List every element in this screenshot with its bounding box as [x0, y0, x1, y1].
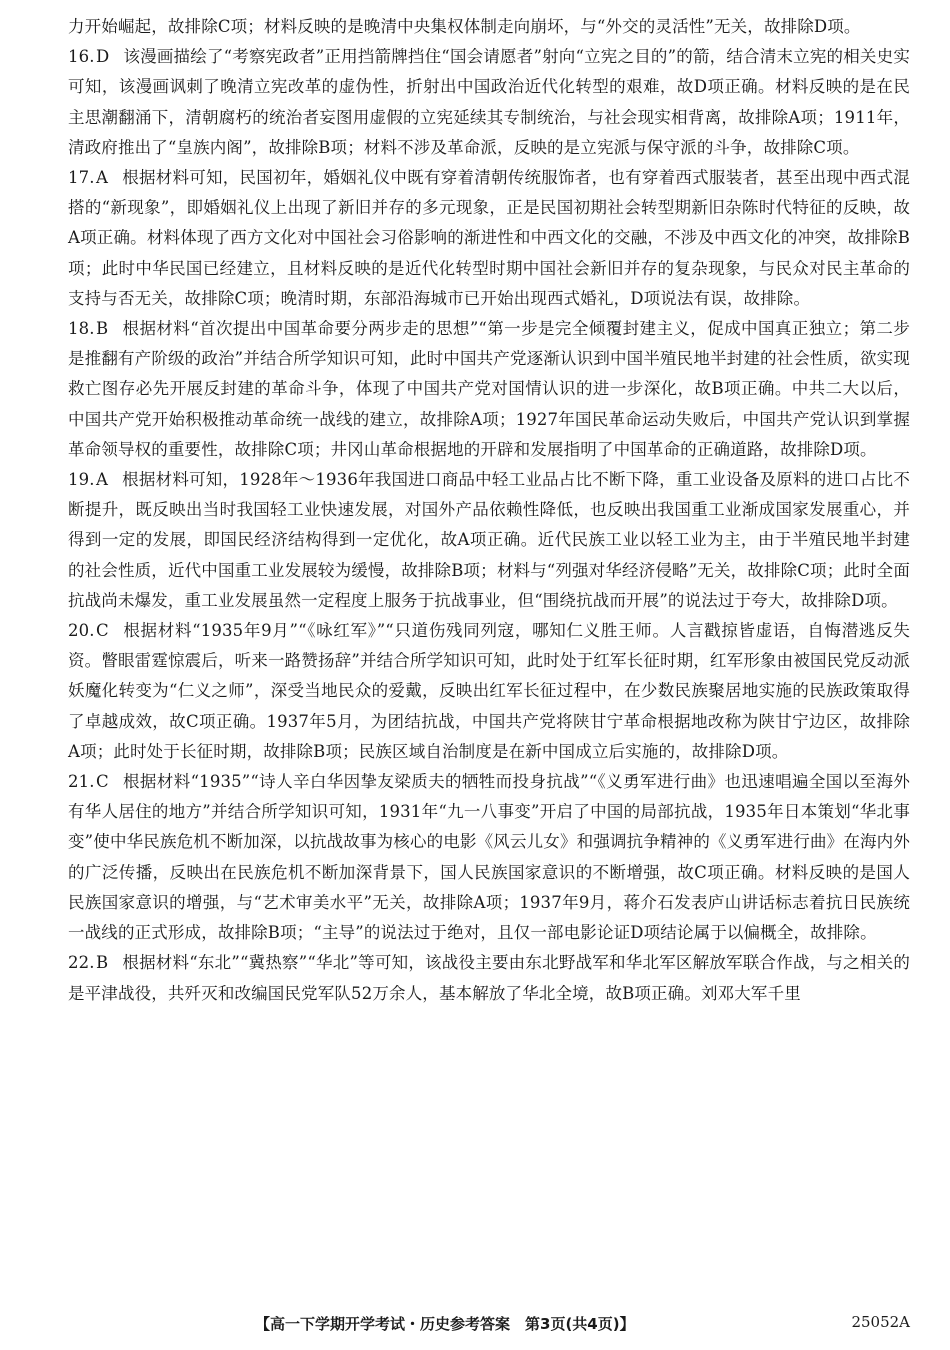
question-number: 17. [68, 168, 95, 188]
explanation-text: 根据材料“首次提出中国革命要分两步走的思想”“第一步是完全倾覆封建主义，促成中国真正独立；第二步是推翻有产阶级的政治”并结合所学知识可知，此时中国共产党逐渐认识到中国半殖民地半封建的社会性质，欲实现救亡图存必先开展反封建的革命斗争，体现了中国共产党对国情认识的进一步深化，故B项正确。中共二大以后，中国共产党开始积极推动革命统一战线的建立，故排除A项；1927年国民革命运动失败后，中国共产党认识到掌握革命领导权的重要性，故排除C项；井冈山革命根据地的开辟和发展指明了中国革命的正确道路，故排除D项。 [68, 319, 910, 459]
question-number: 16. [68, 47, 95, 67]
footer-code: 25052A [851, 1313, 910, 1331]
explanation-text: 根据材料“东北”“冀热察”“华北”等可知，该战役主要由东北野战军和华北军区解放军联合作战，与之相关的是平津战役，共歼灭和改编国民党军队52万余人，基本解放了华北全境，故B项正确。刘邓大军千里 [68, 953, 910, 1003]
answer-item [68, 42, 910, 163]
page-footer [0, 1313, 950, 1337]
explanation-text: 根据材料可知，民国初年，婚姻礼仪中既有穿着清朝传统服饰者，也有穿着西式服装者，甚至出现中西式混搭的“新现象”，即婚姻礼仪上出现了新旧并存的多元现象，正是民国初期社会转型期新旧杂陈时代特征的反映，故A项正确。材料体现了西方文化对中国社会习俗影响的渐进性和中西文化的交融，不涉及中西文化的冲突，故排除B项；此时中华民国已经建立，且材料反映的是近代化转型时期中国社会新旧并存的复杂现象，与民众对民主革命的支持与否无关，故排除C项；晚清时期，东部沿海城市已开始出现西式婚礼，D项说法有误，故排除。 [68, 168, 910, 308]
answer-item [68, 767, 910, 948]
question-number: 22. [68, 953, 95, 973]
answer-letter: A [96, 470, 109, 490]
answer-item [68, 314, 910, 465]
answer-explanations [68, 12, 910, 1009]
answer-letter: C [96, 772, 109, 792]
explanation-text: 该漫画描绘了“考察宪政者”正用挡箭牌挡住“国会请愿者”射向“立宪之目的”的箭，结合清末立宪的相关史实可知，该漫画讽刺了晚清立宪改革的虚伪性，折射出中国政治近代化转型的艰难，故D项正确。材料反映的是在民主思潮翻涌下，清朝腐朽的统治者妄图用虚假的立宪延续其专制统治，与社会现实相背离，故排除A项；1911年，清政府推出了“皇族内阁”，故排除B项；材料不涉及革命派，反映的是立宪派与保守派的斗争，故排除C项。 [68, 47, 910, 157]
explanation-text: 根据材料可知，1928年～1936年我国进口商品中轻工业品占比不断下降，重工业设备及原料的进口占比不断提升，既反映出当时我国轻工业快速发展，对国外产品依赖性降低，也反映出我国重工业渐成国家发展重心，并得到一定的发展，即国民经济结构得到一定优化，故A项正确。近代民族工业以轻工业为主，由于半殖民地半封建的社会性质，近代中国重工业发展较为缓慢，故排除B项；材料与“列强对华经济侵略”无关，故排除C项；此时全面抗战尚未爆发，重工业发展虽然一定程度上服务于抗战事业，但“围绕抗战而开展”的说法过于夸大，故排除D项。 [68, 470, 910, 610]
continuation-text: 力开始崛起，故排除C项；材料反映的是晚清中央集权体制走向崩坏，与“外交的灵活性”无关，故排除D项。 [68, 17, 861, 36]
question-number: 21. [68, 772, 95, 792]
explanation-text: 根据材料“1935年9月”“《咏红军》”“只道伤残同列寇，哪知仁义胜王师。人言戳掠皆虚语，自悔潜逃反失资。瞥眼雷霆惊震后，听来一路赞扬辞”并结合所学知识可知，此时处于红军长征时期，红军形象由被国民党反动派妖魔化转变为“仁义之师”，深受当地民众的爱戴，反映出红军长征过程中，在少数民族聚居地实施的民族政策取得了卓越成效，故C项正确。1937年5月，为团结抗战，中国共产党将陕甘宁革命根据地改称为陕甘宁边区，故排除A项；此时处于长征时期，故排除B项；民族区域自治制度是在新中国成立后实施的，故排除D项。 [68, 621, 910, 761]
explanation-text: 根据材料“1935”“诗人辛白华因挚友梁质夫的牺牲而投身抗战”“《义勇军进行曲》也迅速唱遍全国以至海外有华人居住的地方”并结合所学知识可知，1931年“九一八事变”开启了中国的局部抗战，1935年日本策划“华北事变”使中华民族危机不断加深，以抗战故事为核心的电影《风云儿女》和强调抗争精神的《义勇军进行曲》在海内外的广泛传播，反映出在民族危机不断加深背景下，国人民族国家意识的不断增强，故C项正确。材料反映的是国人民族国家意识的增强，与“艺术审美水平”无关，故排除A项；1937年9月，蒋介石发表庐山讲话标志着抗日民族统一战线的正式形成，故排除B项；“主导”的说法过于绝对，且仅一部电影论证D项结论属于以偏概全，故排除。 [68, 772, 910, 943]
answer-item [68, 465, 910, 616]
question-number: 18. [68, 319, 95, 339]
question-number: 20. [68, 621, 95, 641]
answer-item [68, 948, 910, 1008]
answer-letter: B [96, 319, 109, 339]
answer-item [68, 163, 910, 314]
answer-letter: D [96, 47, 110, 67]
answer-letter: B [96, 953, 109, 973]
answer-item-list [68, 42, 910, 1009]
question-number: 19. [68, 470, 95, 490]
answer-letter: A [96, 168, 109, 188]
answer-item [68, 616, 910, 767]
answer-letter: C [96, 621, 109, 641]
footer-title: 【高一下学期开学考试・历史参考答案 第3页(共4页)】 [255, 1315, 635, 1333]
